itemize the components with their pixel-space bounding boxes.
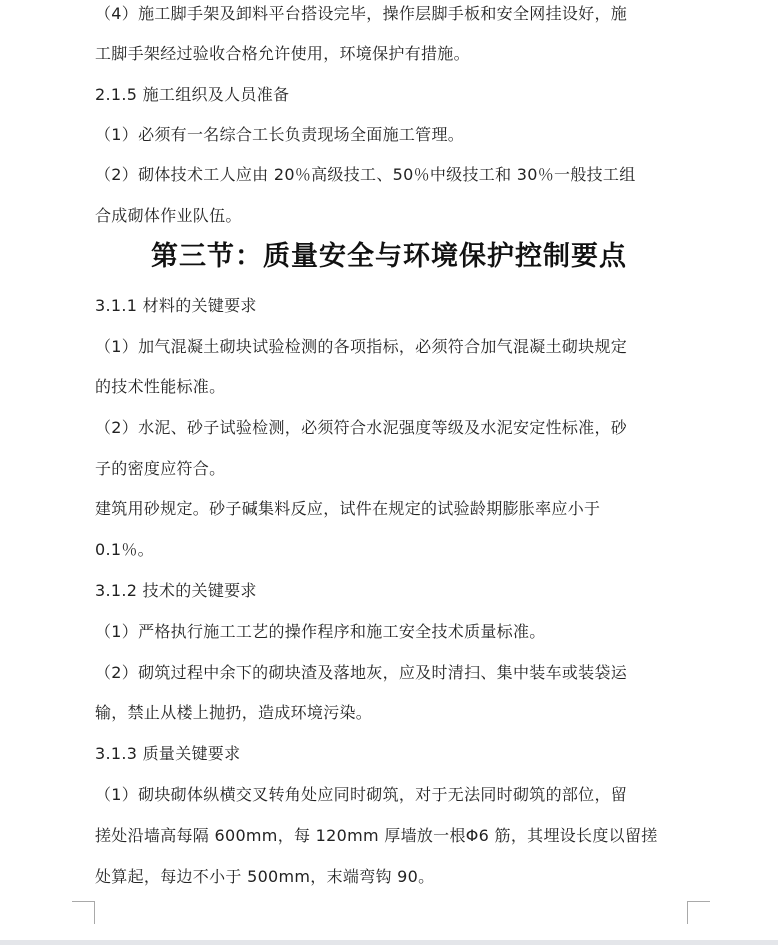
paragraph-line: 子的密度应符合。 (95, 459, 226, 478)
paragraph-line: 输，禁止从楼上抛扔，造成环境污染。 (95, 703, 373, 722)
paragraph-line: （2）砌筑过程中余下的砌块渣及落地灰，应及时清扫、集中装车或装袋运 (95, 663, 628, 682)
margin-corner-mark-left (72, 901, 95, 924)
paragraph-line: （1）砌块砌体纵横交叉转角处应同时砌筑，对于无法同时砌筑的部位，留 (95, 785, 628, 804)
paragraph-line: （1）严格执行施工工艺的操作程序和施工安全技术质量标准。 (95, 622, 546, 641)
paragraph-line: 0.1％。 (95, 540, 154, 559)
paragraph-line: 工脚手架经过验收合格允许使用，环境保护有措施。 (95, 44, 470, 63)
paragraph-line: 合成砌体作业队伍。 (95, 206, 242, 225)
paragraph-line: 的技术性能标准。 (95, 377, 226, 396)
paragraph-line: 处算起，每边不小于 500mm，末端弯钩 90。 (95, 867, 435, 886)
subsection-title: 3.1.2 技术的关键要求 (95, 581, 257, 600)
subsection-title: 2.1.5 施工组织及人员准备 (95, 85, 290, 104)
paragraph-line: 建筑用砂规定。砂子碱集料反应，试件在规定的试验龄期膨胀率应小于 (95, 499, 601, 518)
page-gap (0, 940, 778, 945)
paragraph-line: （4）施工脚手架及卸料平台搭设完毕，操作层脚手板和安全网挂设好，施 (95, 4, 628, 23)
paragraph-line: （1）加气混凝土砌块试验检测的各项指标，必须符合加气混凝土砌块规定 (95, 337, 628, 356)
paragraph-line: （2）砌体技术工人应由 20％高级技工、50％中级技工和 30％一般技工组 (95, 165, 636, 184)
section-heading: 第三节：质量安全与环境保护控制要点 (151, 241, 627, 272)
paragraph-line: 搓处沿墙高每隔 600mm，每 120mm 厚墙放一根Φ6 筋，其埋设长度以留搓 (95, 826, 658, 845)
paragraph-line: （2）水泥、砂子试验检测，必须符合水泥强度等级及水泥安定性标准，砂 (95, 418, 628, 437)
subsection-title: 3.1.1 材料的关键要求 (95, 296, 257, 315)
margin-corner-mark-right (687, 901, 710, 924)
subsection-title: 3.1.3 质量关键要求 (95, 744, 241, 763)
paragraph-line: （1）必须有一名综合工长负责现场全面施工管理。 (95, 125, 465, 144)
